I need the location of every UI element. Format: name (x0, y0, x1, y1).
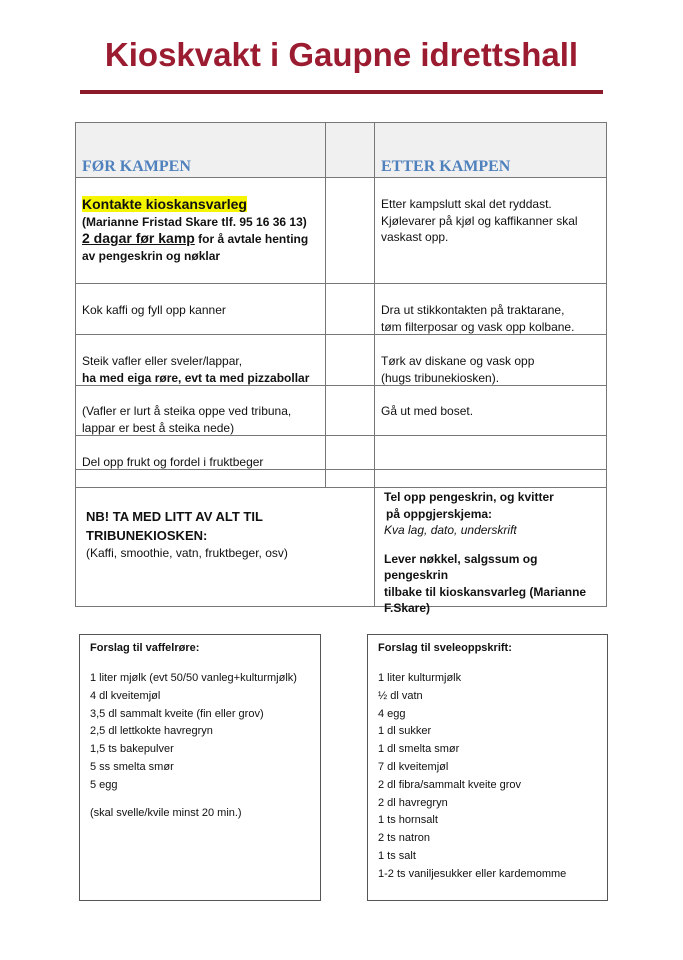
table-border-right (606, 122, 607, 607)
text-line: (hugs tribunekiosken). (381, 370, 500, 385)
after-match-header: ETTER KAMPEN (381, 158, 511, 175)
list-item: 5 ss smelta smør (90, 760, 174, 773)
table-divider-2 (374, 122, 375, 607)
cell-before-contact (82, 196, 322, 264)
text-line: (Vafler er lurt å steika oppe ved tribuna, (82, 404, 292, 418)
svele-recipe-heading: Forslag til sveleoppskrift: (378, 642, 512, 654)
contact-line: (Marianne Fristad Skare tlf. 95 16 36 13) (82, 214, 307, 229)
text-line: TRIBUNEKIOSKEN: (86, 528, 208, 543)
list-item: 5 egg (90, 778, 118, 791)
list-item: 3,5 dl sammalt kveite (fin eller grov) (90, 707, 264, 720)
text-line: Kjølevarer på kjøl og kaffikanner skal (381, 213, 578, 228)
text-line: tilbake til kioskansvarleg (Marianne (384, 584, 587, 599)
before-match-header: FØR KAMPEN (82, 158, 191, 175)
text-line: vaskast opp. (381, 230, 449, 244)
list-item: 4 egg (378, 707, 406, 720)
list-item: 1 ts salt (378, 849, 416, 862)
text-line: Tel opp pengeskrin, og kvitter (384, 490, 554, 504)
list-item: 7 dl kveitemjøl (378, 760, 449, 773)
text-line: (Kaffi, smoothie, vatn, fruktbeger, osv) (86, 546, 288, 560)
title-underline (80, 90, 603, 94)
table-border-left (75, 122, 76, 607)
task-table (75, 122, 607, 615)
cell-after-cleanup (381, 196, 603, 246)
waffle-recipe-box (79, 634, 321, 901)
cell-before-coffee: Kok kaffi og fyll opp kanner (82, 303, 226, 317)
table-line (75, 283, 607, 284)
text-line: NB! TA MED LITT AV ALT TIL (86, 509, 263, 524)
list-item: 1 dl sukker (378, 725, 432, 738)
list-item: 1 liter kulturmjølk (378, 672, 462, 684)
cell-before-waffles (82, 353, 322, 386)
cell-after-counters (381, 353, 603, 386)
list-item: ½ dl vatn (378, 689, 423, 702)
text-line: lappar er best å steika nede) (82, 420, 235, 435)
deadline-text: 2 dagar før kamp (82, 230, 195, 246)
cell-before-tip (82, 403, 322, 436)
highlighted-instruction: Kontakte kioskansvarleg (82, 196, 247, 212)
list-item: 1,5 ts bakepulver (90, 743, 174, 756)
waffle-recipe-heading: Forslag til vaffelrøre: (90, 642, 200, 654)
table-line (75, 177, 607, 178)
table-line (75, 487, 607, 488)
text-line: Lever nøkkel, salgssum og pengeskrin (384, 551, 538, 582)
text-line: Etter kampslutt skal det ryddast. (381, 197, 552, 211)
text-line: Dra ut stikkontakten på traktarane, (381, 303, 565, 317)
list-item: 2 ts natron (378, 832, 430, 845)
table-border-top (75, 122, 607, 123)
cell-before-nb (86, 507, 322, 562)
list-item: 1 dl smelta smør (378, 743, 460, 756)
page-title: Kioskvakt i Gaupne idrettshall (104, 36, 579, 73)
svele-recipe-box (367, 634, 608, 901)
list-item: 2 dl havregryn (378, 796, 448, 809)
text-line: tøm filterposar og vask opp kolbane. (381, 319, 575, 334)
text-line: F.Skare) (384, 601, 431, 615)
list-item: 1 ts hornsalt (378, 814, 438, 827)
text-line: ha med eiga røre, evt ta med pizzabollar (82, 370, 310, 385)
text-line: Steik vafler eller sveler/lappar, (82, 354, 243, 368)
text-line: på oppgjerskjema: (386, 506, 493, 521)
list-item: 1-2 ts vaniljesukker eller kardemomme (378, 867, 567, 880)
text-line: Tørk av diskane og vask opp (381, 354, 535, 368)
list-item: 2,5 dl lettkokte havregryn (90, 725, 213, 738)
contact-purpose: for å avtale henting (194, 232, 309, 246)
cell-after-cash (384, 489, 604, 617)
list-item: 1 liter mjølk (evt 50/50 vanleg+kulturmjølk) (90, 672, 297, 684)
waffle-note: (skal svelle/kvile minst 20 min.) (90, 806, 242, 819)
cell-after-trash: Gå ut med boset. (381, 404, 474, 418)
cell-after-coffee (381, 302, 603, 335)
contact-purpose-cont: av pengeskrin og nøklar (82, 248, 221, 263)
cell-before-fruit: Del opp frukt og fordel i fruktbeger (82, 455, 264, 469)
list-item: 2 dl fibra/sammalt kveite grov (378, 778, 522, 791)
list-item: 4 dl kveitemjøl (90, 689, 161, 702)
text-line: Kva lag, dato, underskrift (384, 523, 517, 537)
